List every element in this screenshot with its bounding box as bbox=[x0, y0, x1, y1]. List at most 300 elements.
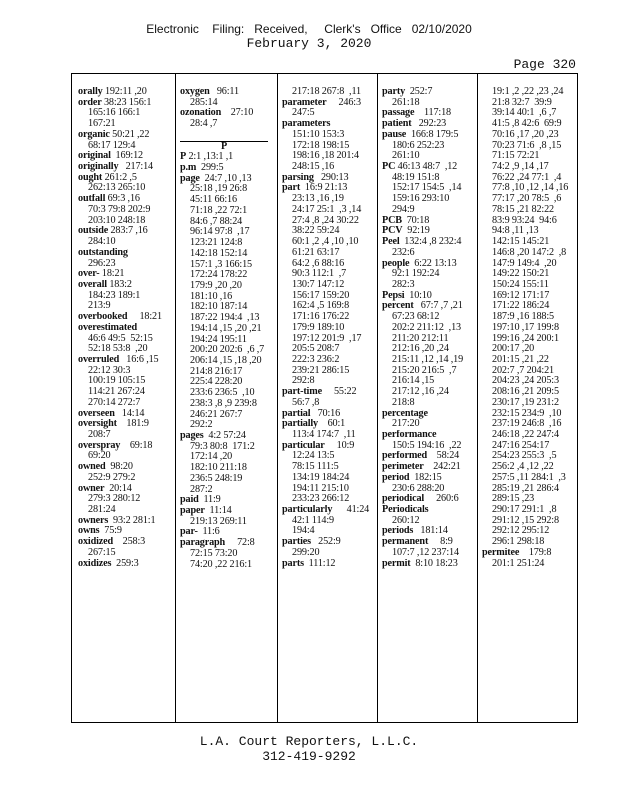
index-term: par- bbox=[180, 527, 198, 538]
index-entry bbox=[78, 151, 174, 162]
index-refs-continued: 279:3 280:12 bbox=[88, 494, 141, 505]
index-entry bbox=[282, 559, 378, 570]
index-refs: 41:24 bbox=[332, 505, 370, 516]
index-refs: 217:14 bbox=[118, 162, 153, 173]
index-refs-continued: 172:24 178:22 bbox=[190, 270, 248, 281]
index-entry bbox=[382, 108, 478, 119]
index-entry bbox=[180, 87, 276, 98]
index-entry bbox=[382, 559, 478, 570]
index-refs-continued: 261:10 bbox=[392, 151, 420, 162]
index-refs-continued: 284:10 bbox=[88, 237, 116, 248]
index-entry bbox=[78, 312, 174, 323]
index-refs-continued: 150:5 194:16 ,22 bbox=[392, 440, 462, 451]
index-refs: 258:3 bbox=[113, 537, 146, 548]
index-refs-continued: 25:18 ,19 26:8 bbox=[190, 184, 248, 195]
index-refs: 46:13 48:7 ,12 bbox=[395, 162, 458, 173]
index-column-4 bbox=[382, 74, 478, 722]
index-term: party bbox=[382, 87, 406, 97]
index-refs-continued: 285:14 bbox=[190, 97, 218, 108]
index-refs-continued: 84:6 ,7 88:24 bbox=[190, 216, 243, 227]
index-refs-continued: 200:20 202:6 ,6 ,7 bbox=[190, 345, 265, 356]
index-refs: 16:9 21:13 bbox=[300, 183, 348, 194]
index-refs-continued: 77:8 ,10 ,12 ,14 ,16 bbox=[492, 183, 569, 194]
index-term: permit bbox=[382, 558, 411, 569]
index-term: percentage bbox=[382, 408, 428, 419]
index-refs-continued: 201:15 ,21 ,22 bbox=[492, 354, 549, 365]
index-term: outfall bbox=[78, 194, 106, 205]
index-column-5 bbox=[482, 74, 577, 722]
index-entry bbox=[382, 291, 478, 302]
index-entry bbox=[382, 130, 478, 141]
index-entry bbox=[382, 430, 478, 441]
index-term: percent bbox=[382, 301, 414, 312]
filing-header: Electronic Filing: Received, Clerk's Office 02/10/2020 bbox=[146, 22, 472, 36]
index-entry bbox=[382, 301, 478, 312]
index-term: overseen bbox=[78, 408, 115, 419]
index-refs-continued: 96:14 97:8 ,17 bbox=[190, 227, 250, 238]
index-term: paper bbox=[180, 506, 205, 517]
index-refs-continued: 232:15 234:9 ,10 bbox=[492, 408, 562, 419]
index-term: outstanding bbox=[78, 247, 128, 258]
index-refs: 18:21 bbox=[127, 312, 162, 323]
index-refs-continued: 19:1 ,2 ,22 ,23 ,24 bbox=[492, 87, 564, 97]
index-refs: 38:23 156:1 bbox=[101, 97, 152, 108]
index-entry bbox=[78, 87, 174, 98]
index-entry bbox=[282, 409, 378, 420]
index-refs: 92:19 bbox=[402, 226, 430, 237]
index-refs: 182:15 bbox=[409, 472, 442, 483]
index-refs: 8:10 18:23 bbox=[410, 558, 458, 569]
index-refs: 93:2 281:1 bbox=[108, 515, 156, 526]
index-refs-continued: 184:23 189:1 bbox=[88, 290, 141, 301]
filing-date: February 3, 2020 bbox=[246, 36, 372, 51]
index-refs-continued: 257:5 ,11 284:1 ,3 bbox=[492, 472, 566, 483]
index-refs-continued: 76:22 ,24 77:1 ,4 bbox=[492, 172, 562, 183]
index-refs: 246:3 bbox=[326, 97, 361, 108]
index-refs: 72:8 bbox=[225, 538, 255, 549]
index-refs-continued: 214:8 216:17 bbox=[190, 366, 243, 377]
index-entry bbox=[382, 226, 478, 237]
index-entry bbox=[180, 495, 276, 506]
index-refs-continued: 225:4 228:20 bbox=[190, 377, 243, 388]
index-refs: 14:14 bbox=[114, 408, 145, 419]
index-refs-continued: 149:22 150:21 bbox=[492, 269, 550, 280]
index-refs-continued: 179:9 189:10 bbox=[292, 322, 345, 333]
index-entry bbox=[282, 505, 378, 516]
index-refs: 16:6 ,15 bbox=[119, 354, 159, 365]
index-refs: 11:6 bbox=[197, 527, 220, 538]
index-refs-continued: 113:4 174:7 ,11 bbox=[292, 430, 356, 440]
index-refs-continued: 27:4 ,8 ,24 30:22 bbox=[292, 215, 359, 226]
index-refs: 75:9 bbox=[99, 526, 122, 537]
index-refs-continued: 246:21 267:7 bbox=[190, 409, 243, 420]
index-entry bbox=[382, 119, 478, 130]
index-refs-continued: 260:12 bbox=[392, 515, 420, 526]
index-entry bbox=[282, 98, 378, 109]
index-refs-continued: 171:22 186:24 bbox=[492, 301, 550, 312]
index-term: oversight bbox=[78, 419, 117, 430]
index-entry bbox=[78, 98, 174, 109]
index-entry bbox=[180, 527, 276, 538]
index-term: outside bbox=[78, 226, 109, 237]
index-refs-continued: 167:21 bbox=[88, 119, 116, 130]
index-refs-continued: 294:9 bbox=[392, 204, 415, 215]
index-term: oxidizes bbox=[78, 558, 112, 569]
index-refs-continued: 92:1 192:24 bbox=[392, 269, 440, 280]
index-refs-continued: 187:22 194:4 ,13 bbox=[190, 313, 260, 324]
index-term: performance bbox=[382, 430, 437, 440]
index-refs-continued: 179:9 ,20 ,20 bbox=[190, 280, 242, 291]
index-entry bbox=[482, 548, 577, 559]
index-term: patient bbox=[382, 119, 412, 130]
index-term: organic bbox=[78, 129, 110, 140]
index-term: original bbox=[78, 151, 111, 162]
index-refs-continued: 45:11 66:16 bbox=[190, 195, 237, 206]
index-term: overruled bbox=[78, 354, 120, 365]
index-refs-continued: 282:3 bbox=[392, 279, 415, 290]
index-refs-continued: 165:16 166:1 bbox=[88, 108, 141, 119]
index-refs: 27:10 bbox=[221, 108, 254, 119]
index-term: people bbox=[382, 258, 410, 269]
index-refs-continued: 46:6 49:5 52:15 bbox=[88, 333, 153, 344]
index-refs: 69:18 bbox=[120, 440, 153, 451]
index-refs: 10:9 bbox=[324, 440, 355, 451]
index-entry bbox=[78, 516, 174, 527]
index-refs: 181:9 bbox=[116, 419, 149, 430]
index-term: owner bbox=[78, 483, 105, 494]
index-term: owners bbox=[78, 515, 109, 526]
index-term: Pepsi bbox=[382, 290, 405, 301]
index-refs-continued: 296:23 bbox=[88, 258, 116, 269]
index-refs-continued: 222:3 236:2 bbox=[292, 354, 340, 365]
column-divider bbox=[377, 74, 378, 722]
index-refs-continued: 171:16 176:22 bbox=[292, 312, 350, 323]
index-refs-continued: 252:9 279:2 bbox=[88, 472, 136, 483]
index-refs-continued: 254:23 255:3 ,5 bbox=[492, 451, 557, 462]
index-term: parsing bbox=[282, 172, 314, 183]
index-refs: 11:14 bbox=[204, 506, 232, 517]
index-refs-continued: 289:15 ,23 bbox=[492, 494, 535, 505]
index-term: partial bbox=[282, 408, 311, 419]
index-term: paid bbox=[180, 495, 199, 506]
index-refs-continued: 202:7 ,7 204:21 bbox=[492, 365, 554, 376]
index-refs: 192:11 ,20 bbox=[102, 87, 147, 97]
index-refs-continued: 219:13 269:11 bbox=[190, 516, 247, 527]
index-refs-continued: 74:20 ,22 216:1 bbox=[190, 559, 252, 570]
index-term: permanent bbox=[382, 537, 429, 548]
index-refs-continued: 169:12 171:17 bbox=[492, 290, 550, 301]
index-refs-continued: 38:22 59:24 bbox=[292, 226, 340, 237]
index-entry bbox=[382, 473, 478, 484]
index-refs-continued: 217:18 267:8 ,11 bbox=[292, 87, 361, 97]
index-refs-continued: 247:16 254:17 bbox=[492, 440, 550, 451]
index-column-2 bbox=[180, 74, 276, 722]
index-term: overall bbox=[78, 279, 107, 290]
index-entry bbox=[78, 248, 174, 259]
index-term: P bbox=[180, 152, 187, 163]
index-entry bbox=[282, 387, 378, 398]
index-refs-continued: 292:2 bbox=[190, 420, 213, 431]
index-refs-continued: 296:1 298:18 bbox=[492, 537, 545, 548]
index-term: parties bbox=[282, 537, 311, 548]
index-refs: 4:2 57:24 bbox=[203, 431, 246, 441]
index-term: PC bbox=[382, 162, 396, 173]
index-term: partially bbox=[282, 419, 319, 430]
index-refs-continued: 211:20 212:11 bbox=[392, 333, 449, 344]
index-refs-continued: 150:24 155:11 bbox=[492, 279, 549, 290]
index-term: originally bbox=[78, 162, 119, 173]
index-refs-continued: 152:17 154:5 ,14 bbox=[392, 183, 462, 194]
index-entry bbox=[282, 183, 378, 194]
index-refs-continued: 194:14 ,15 ,20 ,21 bbox=[190, 323, 262, 334]
index-refs-continued: 281:24 bbox=[88, 505, 116, 516]
index-refs: 70:16 bbox=[310, 408, 341, 419]
index-refs: 242:21 bbox=[423, 462, 461, 473]
index-refs: 60:1 bbox=[318, 419, 346, 430]
index-column-3 bbox=[282, 74, 378, 722]
index-refs: 2:1 ,13:1 ,1 bbox=[186, 152, 234, 163]
index-refs-continued: 162:4 ,5 169:8 bbox=[292, 301, 350, 312]
index-refs-continued: 201:1 251:24 bbox=[492, 558, 545, 569]
index-entry bbox=[78, 194, 174, 205]
index-refs-continued: 61:21 63:17 bbox=[292, 247, 340, 258]
index-refs-continued: 285:19 ,21 286:4 bbox=[492, 483, 559, 494]
index-refs-continued: 291:12 ,15 292:8 bbox=[492, 515, 559, 526]
index-refs-continued: 172:18 198:15 bbox=[292, 140, 350, 151]
index-refs-continued: 142:15 145:21 bbox=[492, 237, 550, 248]
index-refs: 111:12 bbox=[303, 558, 336, 569]
index-term: part-time bbox=[282, 387, 322, 398]
index-refs-continued: 67:23 68:12 bbox=[392, 312, 440, 323]
index-refs: 117:18 bbox=[414, 108, 451, 119]
index-refs-continued: 77:17 ,20 78:5 ,6 bbox=[492, 194, 562, 205]
index-refs-continued: 203:10 248:18 bbox=[88, 215, 146, 226]
index-refs: 183:2 bbox=[106, 279, 132, 290]
index-term: page bbox=[180, 173, 200, 184]
index-refs-continued: 261:18 bbox=[392, 97, 420, 108]
index-refs: 252:9 bbox=[310, 537, 341, 548]
index-entry bbox=[382, 237, 478, 248]
index-refs-continued: 232:6 bbox=[392, 247, 415, 258]
index-refs-continued: 146:8 ,20 147:2 ,8 bbox=[492, 247, 567, 258]
column-divider bbox=[175, 74, 176, 722]
index-entry bbox=[382, 162, 478, 173]
index-refs: 290:13 bbox=[313, 172, 349, 183]
index-refs-continued: 172:14 ,20 bbox=[190, 452, 233, 463]
index-refs-continued: 247:5 bbox=[292, 108, 315, 119]
index-entry bbox=[180, 506, 276, 517]
index-term: orally bbox=[78, 87, 103, 97]
index-entry bbox=[382, 526, 478, 537]
index-refs: 261:2 ,5 bbox=[102, 172, 137, 183]
index-refs-continued: 151:10 153:3 bbox=[292, 129, 345, 140]
index-refs-continued: 130:7 147:12 bbox=[292, 279, 345, 290]
index-refs: 260:6 bbox=[424, 494, 459, 505]
index-term: particular bbox=[282, 440, 325, 451]
index-entry bbox=[282, 419, 378, 430]
index-term: passage bbox=[382, 108, 415, 119]
index-entry bbox=[282, 173, 378, 184]
index-refs: 11:9 bbox=[198, 495, 221, 506]
index-refs: 50:21 ,22 bbox=[109, 129, 150, 140]
index-term: periods bbox=[382, 526, 414, 537]
index-refs-continued: 199:16 ,24 200:1 bbox=[492, 333, 559, 344]
column-divider bbox=[277, 74, 278, 722]
index-entry bbox=[282, 441, 378, 452]
index-refs-continued: 204:23 ,24 205:3 bbox=[492, 376, 559, 387]
index-refs-continued: 208:16 ,21 209:5 bbox=[492, 387, 559, 398]
index-refs-continued: 60:1 ,2 ,4 ,10 ,10 bbox=[292, 237, 359, 248]
index-entry bbox=[78, 419, 174, 430]
index-term: paragraph bbox=[180, 538, 226, 549]
index-refs-continued: 71:18 ,22 72:1 bbox=[190, 205, 248, 216]
index-refs: 259:3 bbox=[111, 558, 139, 569]
index-term: pause bbox=[382, 129, 407, 140]
index-entry bbox=[78, 537, 174, 548]
index-refs-continued: 212:16 ,20 ,24 bbox=[392, 344, 449, 355]
blank-line bbox=[180, 130, 276, 141]
index-entry bbox=[382, 494, 478, 505]
index-entry bbox=[78, 484, 174, 495]
index-entry bbox=[78, 526, 174, 537]
index-refs-continued: 107:7 ,12 237:14 bbox=[392, 547, 459, 558]
index-term: order bbox=[78, 97, 102, 108]
index-entry bbox=[78, 323, 174, 334]
page-number: Page 320 bbox=[513, 57, 576, 72]
index-entry bbox=[382, 537, 478, 548]
index-refs-continued: 194:24 195:11 bbox=[190, 334, 247, 345]
index-refs: 283:7 ,16 bbox=[108, 226, 148, 237]
index-refs-continued: 134:19 184:24 bbox=[292, 472, 350, 483]
index-refs: 292:23 bbox=[411, 119, 447, 130]
index-entry bbox=[78, 173, 174, 184]
index-refs-continued: 90:3 112:1 ,7 bbox=[292, 269, 347, 280]
index-refs-continued: 230:6 288:20 bbox=[392, 483, 445, 494]
index-refs-continued: 41:5 ,8 42:6 69:9 bbox=[492, 119, 562, 130]
index-refs-continued: 79:3 80:8 171:2 bbox=[190, 441, 255, 452]
index-term: performed bbox=[382, 451, 428, 462]
index-refs-continued: 70:3 79:8 202:9 bbox=[88, 204, 151, 215]
index-term: Periodicals bbox=[382, 505, 429, 516]
index-refs-continued: 114:21 267:24 bbox=[88, 387, 145, 398]
index-refs-continued: 239:21 286:15 bbox=[292, 365, 350, 376]
index-term: pages bbox=[180, 431, 204, 441]
column-divider bbox=[477, 74, 478, 722]
index-refs-continued: 56:7 ,8 bbox=[292, 397, 320, 408]
index-refs-continued: 262:13 265:10 bbox=[88, 183, 146, 194]
index-refs-continued: 194:4 bbox=[292, 526, 315, 537]
index-term: parameters bbox=[282, 119, 331, 130]
index-refs-continued: 256:2 ,4 ,12 ,22 bbox=[492, 462, 554, 473]
index-term: over- bbox=[78, 269, 100, 280]
index-entry bbox=[382, 451, 478, 462]
index-entry bbox=[78, 269, 174, 280]
index-refs-continued: 142:18 152:14 bbox=[190, 248, 248, 259]
index-refs-continued: 71:15 72:21 bbox=[492, 151, 540, 162]
index-refs-continued: 94:8 ,11 ,13 bbox=[492, 226, 539, 237]
index-term: overbooked bbox=[78, 312, 128, 323]
index-refs-continued: 159:16 293:10 bbox=[392, 194, 450, 205]
index-refs-continued: 74:2 ,9 ,14 ,17 bbox=[492, 162, 549, 173]
index-refs-continued: 182:10 211:18 bbox=[190, 463, 247, 474]
index-refs-continued: 213:9 bbox=[88, 301, 111, 312]
index-entry bbox=[282, 119, 378, 130]
index-refs-continued: 194:11 215:10 bbox=[292, 483, 349, 494]
index-refs-continued: 197:12 201:9 ,17 bbox=[292, 333, 362, 344]
index-refs-continued: 299:20 bbox=[292, 547, 320, 558]
index-entry bbox=[78, 441, 174, 452]
index-term: parameter bbox=[282, 97, 327, 108]
index-refs-continued: 157:1 ,3 166:15 bbox=[190, 259, 252, 270]
index-refs-continued: 72:15 73:20 bbox=[190, 548, 238, 559]
index-refs-continued: 180:6 252:23 bbox=[392, 140, 445, 151]
index-refs-continued: 217:12 ,16 ,24 bbox=[392, 387, 449, 398]
index-term: permitee bbox=[482, 547, 520, 558]
index-refs: 70:18 bbox=[401, 215, 430, 226]
index-refs: 69:3 ,16 bbox=[105, 194, 140, 205]
index-entry bbox=[78, 280, 174, 291]
index-entry bbox=[78, 130, 174, 141]
index-term: perimeter bbox=[382, 462, 424, 473]
index-refs-continued: 197:10 ,17 199:8 bbox=[492, 322, 559, 333]
index-entry bbox=[180, 174, 276, 185]
index-term: owns bbox=[78, 526, 100, 537]
index-refs-continued: 230:17 ,19 231:2 bbox=[492, 397, 559, 408]
index-refs-continued: 216:14 ,15 bbox=[392, 376, 435, 387]
index-entry bbox=[382, 409, 478, 420]
index-entry bbox=[382, 216, 478, 227]
index-refs: 181:14 bbox=[413, 526, 448, 537]
index-entry bbox=[78, 355, 174, 366]
footer-company: L.A. Court Reporters, L.L.C. bbox=[199, 734, 419, 749]
index-refs-continued: 233:23 266:12 bbox=[292, 494, 350, 505]
index-term: period bbox=[382, 472, 410, 483]
footer-phone: 312-419-9292 bbox=[262, 749, 356, 764]
index-refs-continued: 248:15 ,16 bbox=[292, 162, 335, 173]
index-refs-continued: 22:12 30:3 bbox=[88, 365, 131, 376]
index-refs-continued: 70:16 ,17 ,20 ,23 bbox=[492, 129, 559, 140]
index-refs-continued: 267:15 bbox=[88, 547, 116, 558]
index-refs: 67:7 ,7 ,21 bbox=[413, 301, 463, 312]
index-refs-continued: 237:19 246:8 ,16 bbox=[492, 419, 562, 430]
index-entry bbox=[78, 409, 174, 420]
index-refs: 24:7 ,10 ,13 bbox=[199, 173, 252, 184]
index-refs: 132:4 ,8 232:4 bbox=[399, 237, 462, 248]
index-term: ozonation bbox=[180, 108, 222, 119]
index-refs-continued: 64:2 ,6 88:16 bbox=[292, 258, 345, 269]
index-entry bbox=[180, 538, 276, 549]
index-entry bbox=[180, 108, 276, 119]
index-term: p.m bbox=[180, 163, 197, 174]
index-entry bbox=[382, 259, 478, 270]
index-entry bbox=[282, 537, 378, 548]
index-refs: 179:8 bbox=[519, 547, 552, 558]
index-term: ought bbox=[78, 172, 103, 183]
index-refs-continued: 215:11 ,12 ,14 ,19 bbox=[392, 354, 464, 365]
index-refs: 299:5 bbox=[196, 163, 224, 174]
index-refs-continued: 236:5 248:19 bbox=[190, 473, 243, 484]
index-refs: 8:9 bbox=[428, 537, 453, 548]
index-refs-continued: 23:13 ,16 ,19 bbox=[292, 194, 344, 205]
index-refs: 10:10 bbox=[404, 290, 432, 301]
index-entry bbox=[78, 226, 174, 237]
index-refs-continued: 24:17 25:1 ,3 ,14 bbox=[292, 204, 362, 215]
index-term: PCB bbox=[382, 215, 402, 226]
index-term: particularly bbox=[282, 505, 333, 516]
index-refs-continued: 200:17 ,20 bbox=[492, 344, 535, 355]
index-refs-continued: 202:2 211:12 ,13 bbox=[392, 322, 461, 333]
index-refs-continued: 246:18 ,22 247:4 bbox=[492, 430, 559, 440]
